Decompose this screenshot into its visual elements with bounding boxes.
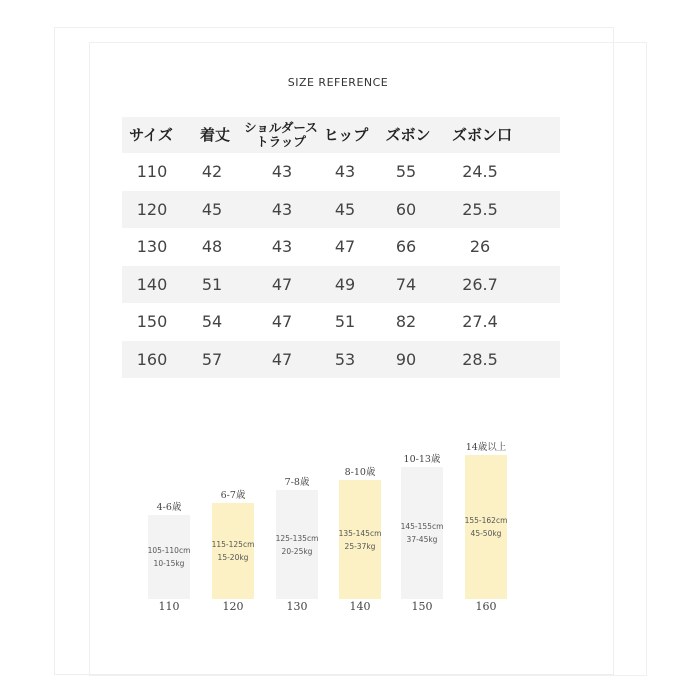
bar-age-label: 4-6歳 bbox=[156, 502, 182, 513]
header-hip: ヒップ bbox=[323, 126, 369, 144]
cell-hip: 43 bbox=[334, 162, 356, 182]
table-row bbox=[122, 266, 560, 304]
header-pants-hem: ズボン口 bbox=[451, 126, 512, 144]
table-row bbox=[122, 228, 560, 266]
page-title: SIZE REFERENCE bbox=[287, 76, 389, 89]
cell-pants-hem: 24.5 bbox=[462, 162, 498, 182]
cell-length: 42 bbox=[201, 162, 223, 182]
cell-hip: 45 bbox=[334, 199, 356, 219]
bar-age-label: 14歳以上 bbox=[465, 442, 507, 453]
table-header-row bbox=[122, 117, 560, 153]
cell-pants-hem: 26 bbox=[469, 237, 491, 257]
cell-hip: 53 bbox=[334, 349, 356, 369]
bar-age-label: 10-13歳 bbox=[403, 454, 441, 465]
size-bar-120 bbox=[212, 503, 254, 599]
bar-weight-range: 20-25kg bbox=[281, 546, 313, 556]
table-row bbox=[122, 153, 560, 191]
cell-pants: 60 bbox=[395, 199, 417, 219]
size-bar-content bbox=[148, 515, 190, 599]
header-shoulder-strap bbox=[235, 117, 327, 153]
cell-length: 57 bbox=[201, 349, 223, 369]
cell-size: 110 bbox=[136, 162, 168, 182]
header-shoulder-strap-line2: トラップ bbox=[256, 134, 306, 149]
cell-size: 150 bbox=[136, 312, 168, 332]
bar-size-label: 110 bbox=[158, 600, 180, 613]
cell-shoulder-strap: 43 bbox=[271, 237, 293, 257]
size-bar-150 bbox=[401, 467, 443, 599]
cell-length: 54 bbox=[201, 312, 223, 332]
cell-pants-hem: 25.5 bbox=[462, 199, 498, 219]
size-bar-content bbox=[339, 480, 381, 599]
cell-pants-hem: 26.7 bbox=[462, 274, 498, 294]
cell-shoulder-strap: 47 bbox=[271, 312, 293, 332]
bar-weight-range: 45-50kg bbox=[470, 529, 502, 538]
cell-hip: 47 bbox=[334, 237, 356, 257]
size-bar-content bbox=[276, 490, 318, 599]
cell-pants: 90 bbox=[395, 349, 417, 369]
size-bar-160 bbox=[465, 455, 507, 599]
cell-pants: 82 bbox=[395, 312, 417, 332]
cell-pants-hem: 27.4 bbox=[462, 312, 498, 332]
cell-pants: 74 bbox=[395, 274, 417, 294]
bar-age-label: 8-10歳 bbox=[344, 467, 376, 478]
bar-weight-range: 15-20kg bbox=[217, 553, 249, 562]
cell-length: 51 bbox=[201, 274, 223, 294]
size-table bbox=[122, 117, 560, 378]
bar-height-range: 155-162cm bbox=[464, 516, 508, 525]
bar-age-label: 6-7歳 bbox=[220, 490, 246, 501]
bar-height-range: 125-135cm bbox=[275, 533, 319, 543]
size-bar-content bbox=[401, 467, 443, 599]
size-bar-content bbox=[212, 503, 254, 599]
table-row bbox=[122, 191, 560, 229]
table-row bbox=[122, 303, 560, 341]
cell-size: 160 bbox=[136, 349, 168, 369]
cell-size: 140 bbox=[136, 274, 168, 294]
table-body bbox=[122, 153, 560, 378]
cell-length: 45 bbox=[201, 199, 223, 219]
cell-pants: 55 bbox=[395, 162, 417, 182]
bar-weight-range: 25-37kg bbox=[344, 541, 376, 551]
cell-size: 120 bbox=[136, 199, 168, 219]
bar-weight-range: 10-15kg bbox=[153, 559, 185, 568]
cell-shoulder-strap: 43 bbox=[271, 199, 293, 219]
header-shoulder-strap-line1: ショルダース bbox=[244, 120, 318, 135]
table-row bbox=[122, 341, 560, 379]
bar-size-label: 160 bbox=[475, 600, 497, 613]
cell-hip: 49 bbox=[334, 274, 356, 294]
bar-height-range: 105-110cm bbox=[147, 546, 191, 555]
size-bar-140 bbox=[339, 480, 381, 599]
header-size: サイズ bbox=[129, 126, 173, 144]
cell-size: 130 bbox=[136, 237, 168, 257]
size-bar-110 bbox=[148, 515, 190, 599]
bar-height-range: 115-125cm bbox=[211, 540, 255, 549]
cell-pants-hem: 28.5 bbox=[462, 349, 498, 369]
bar-size-label: 150 bbox=[411, 600, 433, 613]
bar-size-label: 130 bbox=[286, 600, 308, 613]
bar-height-range: 145-155cm bbox=[400, 522, 444, 531]
bar-size-label: 120 bbox=[222, 600, 244, 613]
header-pants: ズボン bbox=[385, 126, 431, 144]
size-bar-content bbox=[465, 455, 507, 599]
bar-size-label: 140 bbox=[349, 600, 371, 613]
bar-height-range: 135-145cm bbox=[338, 528, 382, 538]
header-length: 着丈 bbox=[199, 126, 230, 144]
cell-length: 48 bbox=[201, 237, 223, 257]
size-bar-130 bbox=[276, 490, 318, 599]
cell-shoulder-strap: 47 bbox=[271, 274, 293, 294]
cell-shoulder-strap: 43 bbox=[271, 162, 293, 182]
bar-age-label: 7-8歳 bbox=[284, 477, 310, 488]
cell-shoulder-strap: 47 bbox=[271, 349, 293, 369]
cell-pants: 66 bbox=[395, 237, 417, 257]
cell-hip: 51 bbox=[334, 312, 356, 332]
bar-weight-range: 37-45kg bbox=[406, 535, 438, 544]
